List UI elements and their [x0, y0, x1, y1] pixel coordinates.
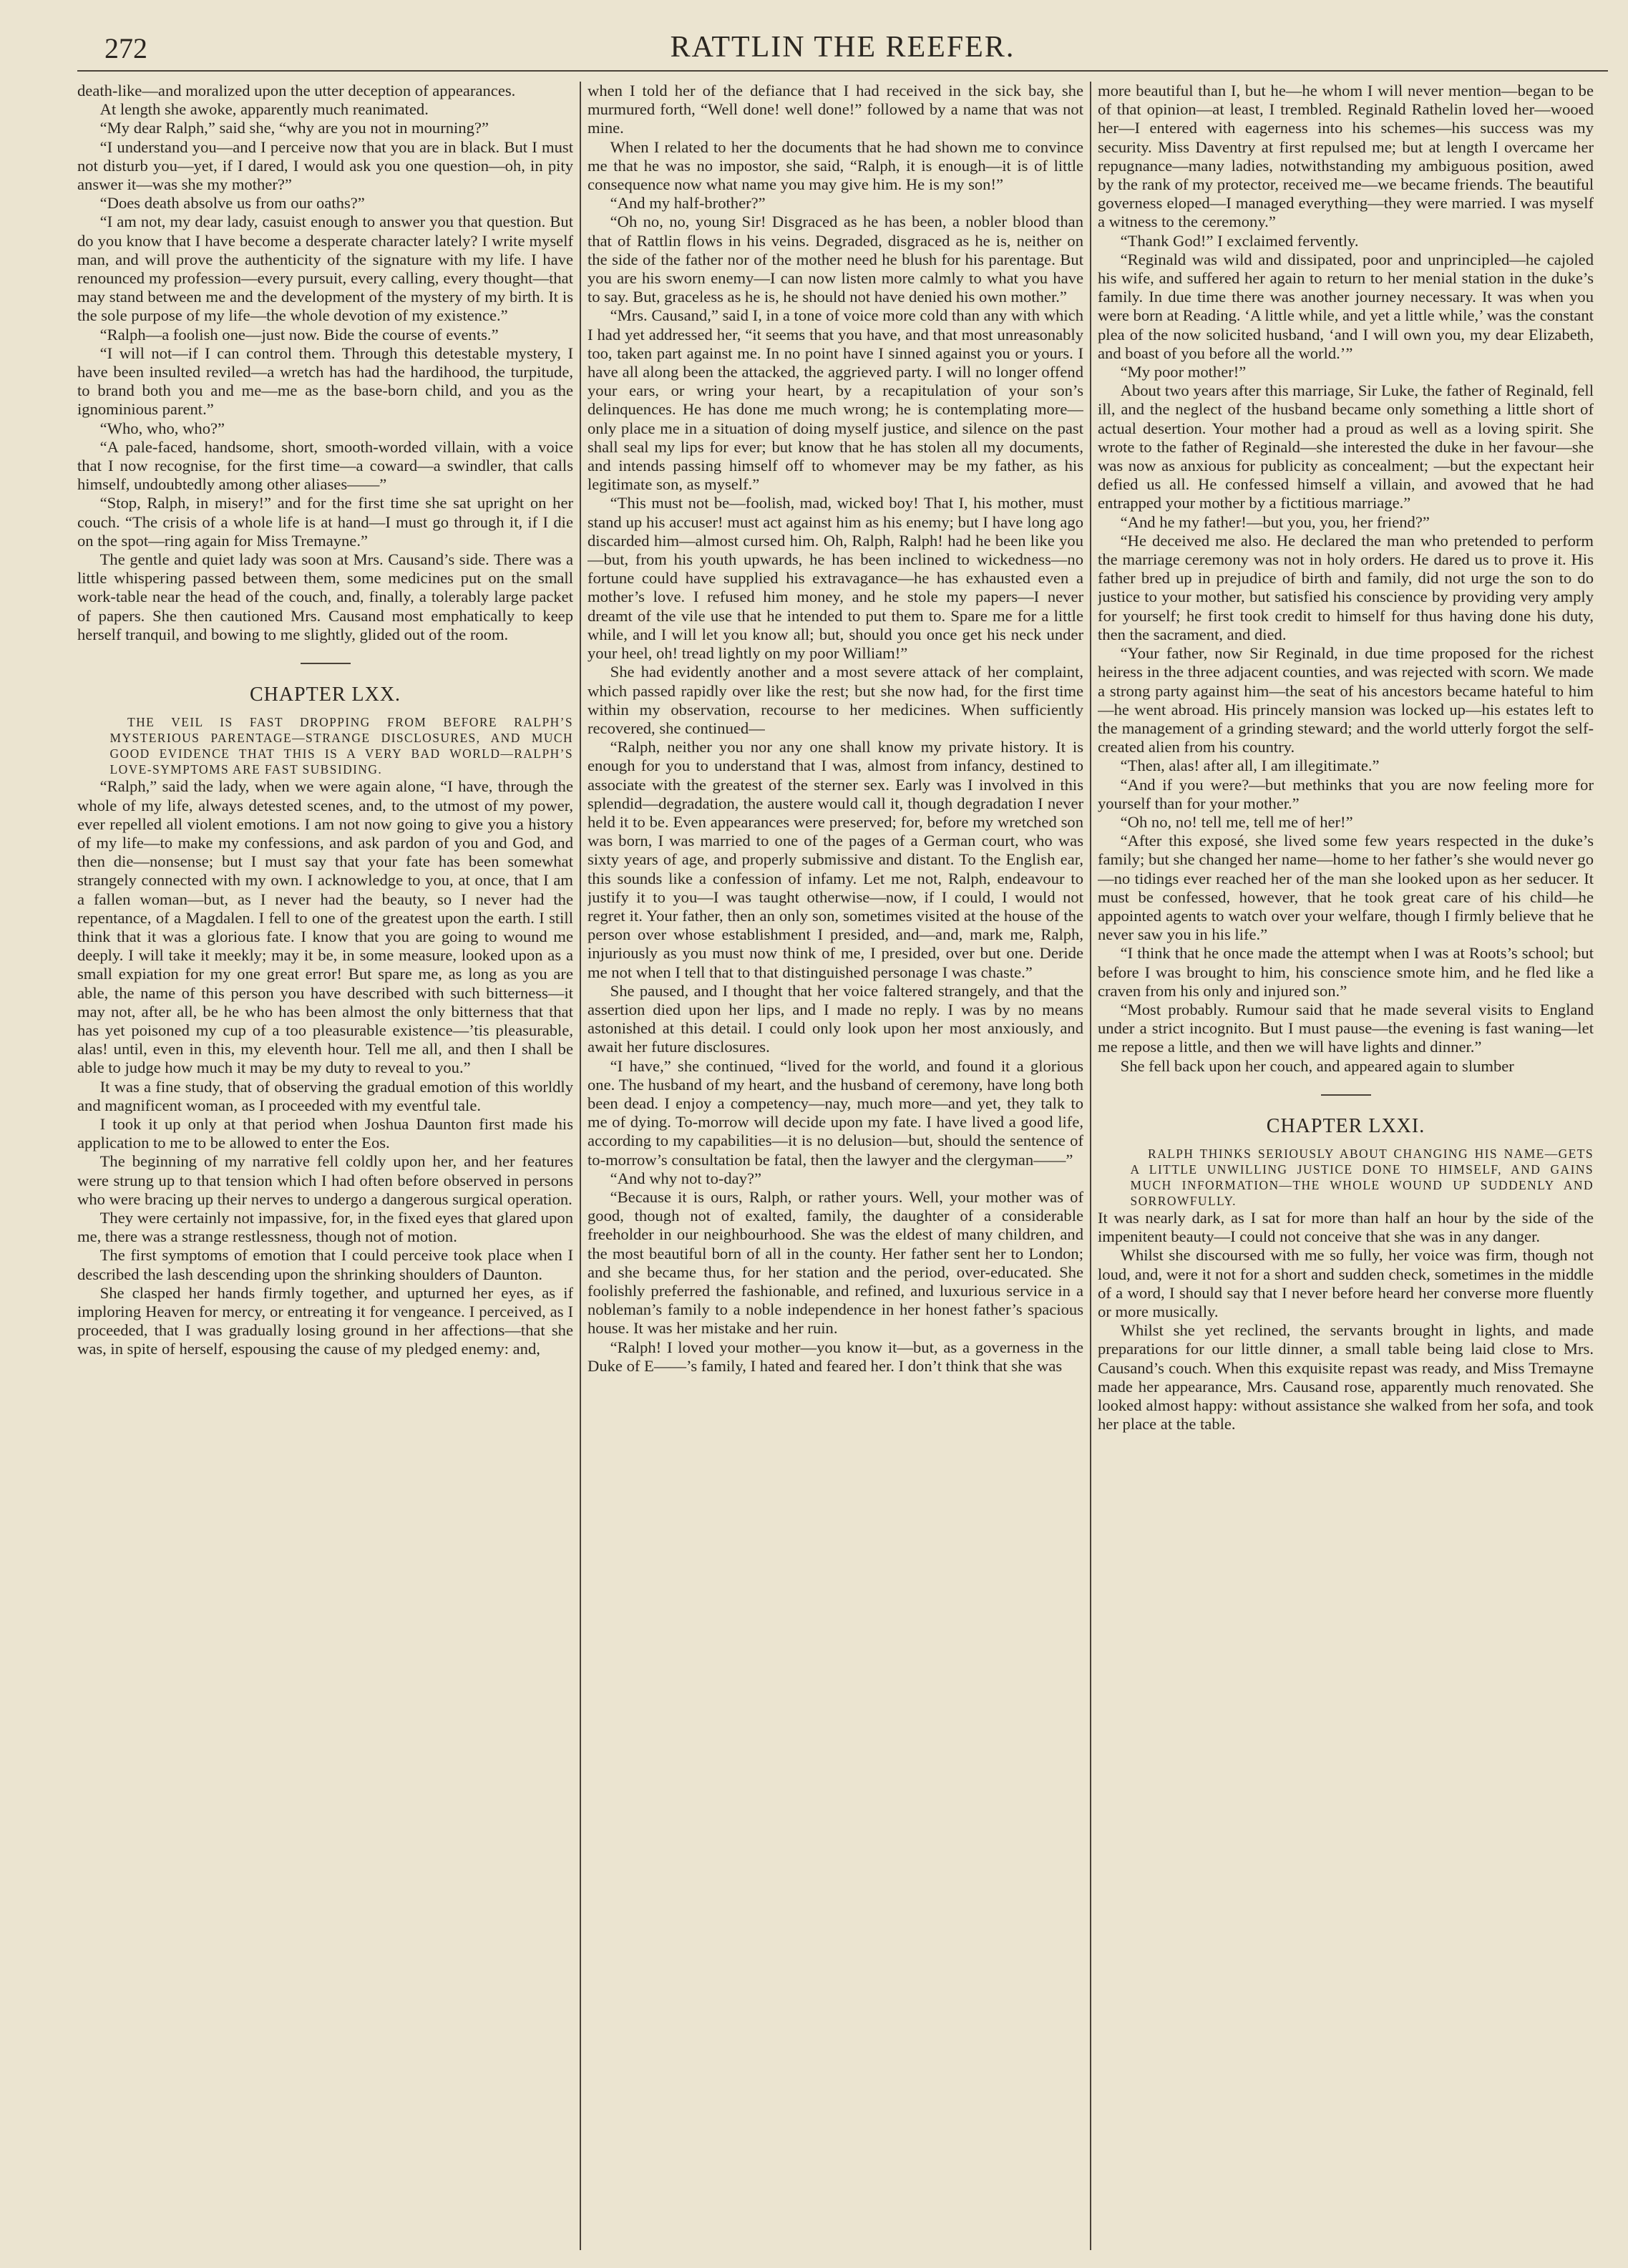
paragraph: “A pale-faced, handsome, short, smooth-worded villain, with a voice that I now recognise, for the first time—a coward—a swindler, that calls himself, undoubtedly among other aliases——” — [77, 437, 573, 494]
paragraph: “Because it is ours, Ralph, or rather yours. Well, your mother was of good, though not of exalted, family, the daughter of a considerable freeholder in our neighbourhood. She was the eldest of many children, and the most beautiful born of all in the county. Her father sent her to London; and she became thus, for her station and the period, over-educated. She foolishly preferred the fashionable, and refined, and luxurious service in a nobleman’s family to a noble independence in her honest father’s spacious house. It was her mistake and her ruin. — [588, 1187, 1083, 1338]
paragraph: “My dear Ralph,” said she, “why are you not in mourning?” — [99, 119, 489, 137]
paragraph: “This must not be—foolish, mad, wicked boy! That I, his mother, must stand up his accuser! must act against him as his enemy; but I have long ago discarded him—almost cursed him. Oh, Ralph, Ralph! had he been like you—but, from his youth upwards, he has been inclined to wickedness—no fortune could have supplied his extravagance—he has exhausted even a mother’s love. I refused him money, and he stole my papers—I never dreamt of the vile use that he intended to put them to. Spare me for a little while, and I will let you know all; but, should you once get his neck under your heel, oh! tread lightly on my poor William!” — [588, 494, 1083, 663]
paragraph: The gentle and quiet lady was soon at Mrs. Causand’s side. There was a little whispering passed between them, some medicines put on the small work-table near the head of the couch, and, finally, a tolerably large packet of papers. She then cautioned Mrs. Causand most emphatically to keep herself tranquil, and bowing to me slightly, glided out of the room. — [77, 550, 573, 643]
chapter-separator — [1321, 1094, 1371, 1096]
paragraph: I took it up only at that period when Joshua Daunton first made his application to me to be allowed to enter the Eos. — [77, 1114, 573, 1152]
paragraph: “I understand you—and I perceive now that you are in black. But I must not disturb you—yet, if I dared, I would ask you one question—oh, in pity answer it—was she my mother?” — [77, 137, 573, 194]
paragraph: “Mrs. Causand,” said I, in a tone of voice more cold than any with which I had yet addressed her, “it seems that you have, and that most unreasonably too, taken part against me. In no point have I sinned against you or yours. I have all along been the attacked, the aggrieved party. I will no longer offend your ears, or wring your heart, by a recapitulation of your son’s delinquences. He has done me much wrong; he is contemplating more—only place me in a situation of doing myself justice, and silence on the past shall seal my lips for ever; but know that he has stolen all my documents, and intends passing himself off to whomever may be my father, as his legitimate son, as myself.” — [588, 306, 1083, 494]
paragraph: “Then, alas! after all, I am illegitimate.” — [1120, 756, 1380, 775]
paragraph: “Oh no, no! tell me, tell me of her!” — [1120, 812, 1353, 831]
paragraph: It was nearly dark, as I sat for more than half an hour by the side of the impenitent beauty—I could not conceive that she was in any danger. — [1098, 1208, 1594, 1246]
paragraph: more beautiful than I, but he—he whom I will never mention—began to be of that opinion—at least, I trembled. Reginald Rathelin loved her—wooed her—I entered with eagerness into his schemes—his success was my security. Miss Daventry at first repulsed me; but at length I overcame her repugnance—many ladies, notwithstanding my ambiguous position, awed by the rank of my protector, received me—we became friends. The beautiful governess eloped—I managed everything—they were married. I was myself a witness to the ceremony.” — [1098, 82, 1594, 231]
paragraph: “Stop, Ralph, in misery!” and for the first time she sat upright on her couch. “The crisis of a whole life is at hand—I must go through it, if I die on the spot—ring again for Miss Tremayne.” — [77, 494, 573, 550]
paragraph: “And my half-brother?” — [610, 194, 766, 213]
paragraph: It was a fine study, that of observing the gradual emotion of this worldly and magnificent woman, as I proceeded with my eventful tale. — [77, 1077, 573, 1114]
chapter-title-lxxi: CHAPTER LXXI. — [1266, 1114, 1425, 1137]
paragraph: “And why not to-day?” — [610, 1169, 762, 1187]
paragraph: She paused, and I thought that her voice faltered strangely, and that the assertion died upon her lips, and I made no reply. I was by no means astonished at this detail. I could only look upon her most anxiously, and await her future disclosures. — [588, 981, 1083, 1056]
paragraph: She had evidently another and a most severe attack of her complaint, which passed rapidly over like the rest; but she now had, for the first time within my observation, recourse to her medicines. When sufficiently recovered, she continued— — [588, 663, 1083, 737]
paragraph: “I will not—if I can control them. Through this detestable mystery, I have been insulted reviled—a wretch has had the hardihood, the turpitude, to brand both you and me—me as the base-born child, and you as the ignominious parent.” — [77, 344, 573, 419]
paragraph: She clasped her hands firmly together, and upturned her eyes, as if imploring Heaven for mercy, or entreating it for vengeance. I perceived, as I proceeded, that I was gradually losing ground in her affections—that she was, in spite of herself, espousing the cause of my pledged enemy: and, — [77, 1283, 573, 1358]
paragraph: About two years after this marriage, Sir Luke, the father of Reginald, fell ill, and the neglect of the husband became only something a little short of actual desertion. Your mother had a proud as well as a loving spirit. She wrote to the father of Reginald—she interested the duke in her favour—she was now as anxious for publicity as concealment; —but the expectant heir defied us all. He confessed himself a villain, and avowed that he had entrapped your mother by a fictitious marriage.” — [1098, 381, 1594, 512]
paragraph: Whilst she discoursed with me so fully, her voice was firm, though not loud, and, were it not for a short and sudden check, sometimes in the middle of a word, I should say that I never before heard her converse more fluently or more musically. — [1098, 1246, 1594, 1320]
paragraph: “I am not, my dear lady, casuist enough to answer you that question. But do you know that I have become a desperate character lately? I write myself man, and will prove the authenticity of the signature with my life. I have renounced my profession—every pursuit, every calling, every thought—that may stand between me and the development of the mystery of my birth. It is the sole purpose of my life—the whole devotion of my existence.” — [77, 213, 573, 325]
chapter-summary-lxxi: RALPH THINKS SERIOUSLY ABOUT CHANGING HIS NAME—GETS A LITTLE UNWILLING JUSTICE DONE TO HIMSELF, AND GAINS MUCH INFORMATION—THE WHOLE WOUND UP SUDDENLY AND SORROWFULLY. — [1130, 1146, 1594, 1208]
paragraph: At length she awoke, apparently much reanimated. — [99, 100, 429, 119]
page-number: 272 — [104, 32, 147, 64]
paragraph: death-like—and moralized upon the utter deception of appearances. — [77, 82, 516, 99]
paragraph: “I think that he once made the attempt when I was at Roots’s school; but before I was brought to him, his conscience smote him, and he fled like a craven from his only and injured son.” — [1098, 944, 1594, 1000]
running-title: RATTLIN THE REEFER. — [670, 31, 1015, 64]
paragraph: “And he my father!—but you, you, her friend?” — [1120, 512, 1430, 531]
paragraph: Whilst she yet reclined, the servants brought in lights, and made preparations for our little dinner, a small table being laid close to Mrs. Causand’s couch. When this exquisite repast was ready, and Miss Tremayne made her appearance, Mrs. Causand rose, apparently much renovated. She looked almost happy: without assistance she walked from her sofa, and took her place at the table. — [1098, 1321, 1594, 1434]
paragraph: “Thank God!” I exclaimed fervently. — [1120, 231, 1359, 250]
paragraph: “Ralph,” said the lady, when we were again alone, “I have, through the whole of my life, always detested scenes, and, to the utmost of my power, ever repelled all violent emotions. I am not now going to give you a history of my life—to make my confessions, and ask pardon of you and God, and then die—nonsense; but I must say that your fate has been somewhat strangely connected with my own. I acknowledge to you, at once, that I am a fallen woman—but, as I never had the beauty, so I never had the repentance, of a Magdalen. I fell to one of the greatest upon the earth. I still think that it was a glorious fate. I know that you are going to wound me deeply. I will take it meekly; may it be, in some measure, looked upon as a small expiation for my one great error! But spare me, as long as you are able, the name of this person you have described with such bitterness—it may not, after all, be he who has been almost the only bitterness that that has yet poisoned my cup of a too pleasurable existence—’tis pleasurable, alas! until, even in this, my eleventh hour. Tell me all, and then I shall be able to judge how much it may be my duty to reveal to you.” — [77, 777, 573, 1077]
paragraph: “I have,” she continued, “lived for the world, and found it a glorious one. The husband of my heart, and the husband of ceremony, have long both been dead. I enjoy a competency—nay, much more—and yet, they talk to me of dying. To-morrow will decide upon my fate. I have lived a good life, according to my capabilities—it is no delusion—but, should the sentence of to-morrow’s consultation be fatal, then the lawyer and the clergyman——” — [588, 1056, 1083, 1169]
paragraph: The first symptoms of emotion that I could perceive took place when I described the lash descending upon the shrinking shoulders of Daunton. — [77, 1246, 573, 1283]
paragraph: “Your father, now Sir Reginald, in due time proposed for the richest heiress in the three adjacent counties, and was rejected with scorn. We made a strong party against him—the seat of his ancestors became hateful to him—he went abroad. His princely mansion was locked up—his estates left to the management of a grinding steward; and the world utterly forgot the self-created alien from his country. — [1098, 644, 1594, 756]
paragraph: The beginning of my narrative fell coldly upon her, and her features were strung up to that tension which I had often before observed in persons who were bracing up their nerves to undergo a dangerous surgical operation. — [77, 1152, 573, 1208]
text-columns — [77, 82, 1608, 2250]
column-3 — [1098, 82, 1594, 2250]
column-1 — [77, 82, 573, 2250]
chapter-separator — [301, 663, 351, 664]
paragraph: When I related to her the documents that he had shown me to convince me that he was no impostor, she said, “Ralph, it is enough—it is of little consequence now what name you may give him. He is my son!” — [588, 137, 1083, 194]
paragraph: “He deceived me also. He declared the man who pretended to perform the marriage ceremony was not in holy orders. He dared us to prove it. His father bred up in prejudice of birth and family, did not urge the son to do justice to your mother, but satisfied his conscience by providing very amply for yourself; he first took credit to himself for thus having done his duty, then the sacrament, and died. — [1098, 531, 1594, 643]
page-header — [77, 26, 1608, 72]
paragraph: “Oh no, no, young Sir! Disgraced as he has been, a nobler blood than that of Rattlin flows in his veins. Degraded, disgraced as he is, neither on the side of the father nor of the mother need he blush for his parentage. But you are his sworn enemy—I can now listen more calmly to what you have to say. But, graceless as he is, he should not have denied his own mother.” — [588, 213, 1083, 306]
paragraph: “And if you were?—but methinks that you are now feeling more for yourself than for your mother.” — [1098, 775, 1594, 812]
column-2 — [588, 82, 1083, 2250]
paragraph: “Who, who, who?” — [99, 419, 225, 437]
paragraph: “Ralph, neither you nor any one shall know my private history. It is enough for you to understand that I was, almost from infancy, destined to associate with the greatest of the sterner sex. Early was I involved in this splendid—degradation, the austere would call it, though degradation I never held it to be. Even appearances were preserved; for, before my wretched son was born, I was married to one of the pages of a German court, who was sixty years of age, and properly submissive and distant. To the English ear, this sounds like a confession of infamy. Let me not, Ralph, endeavour to justify it to you—I was taught otherwise—now, if I could, I would not regret it. Your father, then an only son, sometimes visited at the house of the person over whose establishment I presided, and—and, mark me, Ralph, injuriously as you must now think of me, I presided, over but one. Deride me not when I tell that to that distinguished personage I was chaste.” — [588, 738, 1083, 981]
chapter-summary-lxx: THE VEIL IS FAST DROPPING FROM BEFORE RALPH’S MYSTERIOUS PARENTAGE—STRANGE DISCLOSURES, AND MUCH GOOD EVIDENCE THAT THIS IS A VERY BAD WORLD—RALPH’S LOVE-SYMPTOMS ARE FAST SUBSIDING. — [109, 715, 573, 777]
column-rule — [580, 82, 581, 2250]
paragraph: “Does death absolve us from our oaths?” — [99, 194, 365, 213]
paragraph: “My poor mother!” — [1120, 363, 1247, 381]
paragraph: when I told her of the defiance that I had received in the sick bay, she murmured forth, “Well done! well done!” followed by a name that was not mine. — [588, 82, 1083, 137]
paragraph: “Ralph—a foolish one—just now. Bide the course of events.” — [99, 325, 499, 344]
paragraph: “After this exposé, she lived some few years respected in the duke’s family; but she changed her name—home to her father’s she would never go—no tidings ever reached her of the man she looked upon as her seducer. It must be confessed, however, that he took great care of his child—he appointed agents to watch over your welfare, though I firmly believe that he never saw you in his life.” — [1098, 832, 1594, 944]
chapter-title-lxx: CHAPTER LXX. — [249, 683, 401, 706]
column-rule — [1090, 82, 1091, 2250]
paragraph: She fell back upon her couch, and appeared again to slumber — [1120, 1056, 1514, 1075]
paragraph: They were certainly not impassive, for, in the fixed eyes that glared upon me, there was a strange restlessness, though not of motion. — [77, 1208, 573, 1246]
paragraph: “Reginald was wild and dissipated, poor and unprincipled—he cajoled his wife, and suffered her again to return to her menial station in the duke’s family. In due time there was another journey necessary. It was when you were born at Reading. ‘A little while, and yet a little while,’ was the constant plea of the now solicited husband, ‘and I will own you, my dear Elizabeth, and boast of you before all the world.’” — [1098, 250, 1594, 362]
paragraph: “Ralph! I loved your mother—you know it—but, as a governess in the Duke of E——’s family, I hated and feared her. I don’t think that she was — [588, 1338, 1083, 1375]
paragraph: “Most probably. Rumour said that he made several visits to England under a strict incognito. But I must pause—the evening is fast waning—let me repose a little, and then we will have lights and dinner.” — [1098, 1000, 1594, 1056]
